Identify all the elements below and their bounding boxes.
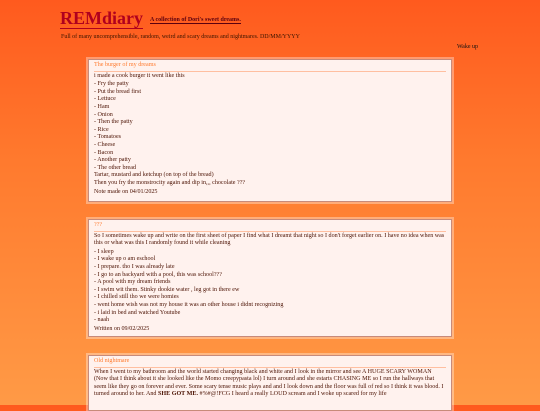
list-item: - Ham	[94, 103, 110, 110]
list-item: - The other bread	[94, 164, 137, 171]
list-item: - i laid in bed and watched Youtube	[94, 309, 181, 316]
list-item: - I prepare. tho I was already late	[94, 263, 175, 270]
dream-list	[94, 249, 446, 325]
list-item: - Lettuce	[94, 96, 116, 103]
post-text-part: #%#@!FCG I heard a really LOUD scream and I woke up scared for my life	[198, 391, 387, 398]
post-outro: Tartar, mustard and ketchup (on top of the bread)	[94, 172, 214, 179]
wake-up-link[interactable]: Wake up	[456, 44, 478, 50]
list-item: - I go to an backyard with a pool, this was school???	[94, 271, 222, 278]
post-text	[94, 369, 446, 399]
post-old-nightmare	[88, 355, 452, 411]
site-header	[60, 9, 241, 29]
post-title: Old nightmare	[94, 358, 446, 368]
list-item: - A pool with my dream friends	[94, 279, 171, 286]
site-description: Full of many uncomprehensible, random, weird and scary dreams and nightmares. DD/MM/YYYY	[61, 34, 300, 40]
post-date: Written on 09/02/2025	[94, 325, 150, 332]
post-title: The burger of my dreams	[94, 62, 446, 72]
list-item: - Onion	[94, 111, 113, 118]
list-item: - Put the bread first	[94, 88, 142, 95]
post-intro: i made a cook burger it went like this	[94, 72, 185, 79]
site-title[interactable]: REMdiary	[60, 8, 143, 28]
list-item: - I wake up o am eschool	[94, 256, 156, 263]
post-body	[94, 369, 446, 399]
post-date: Note made on 04/01/2025	[94, 188, 158, 195]
list-item: - Another patty	[94, 157, 131, 164]
post-text-part: When I went to my bathroom and the world started changing black and white and I look in the mirror and see A HUGE SCARY WOMAN (Now that I think about it she looked like the Momo creepypasta lol) I turn around and she estarts CHASING ME so I run the hallways that seem like they go on forever and ever. Some scary tense music plays and and I look down and the floor was full of red so I think it was blood. I turned around to her. And	[94, 368, 444, 398]
post-burger	[88, 59, 452, 202]
post-outro: Then you fry the monstrocity again and dip in,,, chocolate ???	[94, 179, 246, 186]
post-body	[94, 73, 446, 197]
recipe-list	[94, 81, 446, 172]
list-item: - Tomatoes	[94, 134, 122, 141]
list-item: - went home wish was not my house it was an other house i didnt recognizing	[94, 301, 284, 308]
post-text-emphasis: SHE GOT ME.	[157, 391, 198, 398]
post-intro: So I sometimes wake up and write on the first sheet of paper I find what I dreamt that night so I don't forget earlier on. I have no idea when was this or what was this I randomly found it while cleaning	[94, 232, 445, 247]
list-item: - Bacon	[94, 149, 114, 156]
list-item: - Fry the patty	[94, 81, 129, 88]
list-item: - Then the patty	[94, 119, 133, 126]
post-body	[94, 233, 446, 334]
site-tagline: A collection of Dori's sweet dreams.	[150, 17, 241, 23]
list-item: - naah	[94, 317, 110, 324]
post-unknown	[88, 219, 452, 337]
list-item: - I sleep	[94, 248, 114, 255]
post-title: ???	[94, 222, 446, 232]
list-item: - Rice	[94, 126, 109, 133]
list-item: - Cheese	[94, 141, 116, 148]
list-item: - I chilled still tho we were homies	[94, 294, 179, 301]
list-item: - I swim wit them. Stinky dookie water , leg got in there ew	[94, 286, 240, 293]
